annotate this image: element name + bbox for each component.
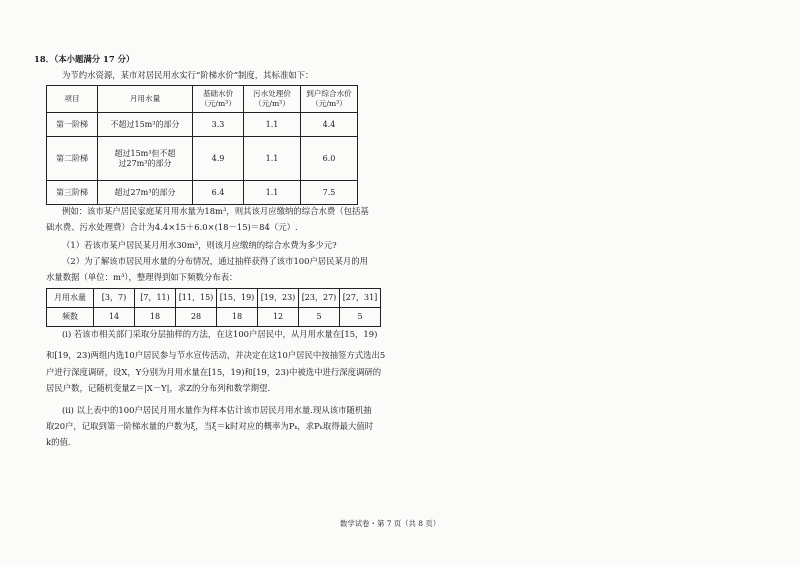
price-header-total: 到户综合水价（元/m³） — [301, 86, 358, 113]
tier-range: 不超过15m³的部分 — [98, 113, 193, 137]
frequency-table — [46, 288, 381, 327]
price-row-tier1 — [47, 113, 358, 137]
freq-count: 28 — [176, 308, 217, 327]
tier-sewage-price: 1.1 — [244, 113, 301, 137]
problem-header: 18．（本小题满分 17 分） — [34, 54, 135, 64]
tier-name: 第三阶梯 — [47, 181, 98, 205]
freq-interval: [3，7) — [94, 289, 135, 308]
tier-base-price: 6.4 — [193, 181, 244, 205]
freq-count: 18 — [135, 308, 176, 327]
water-price-table — [46, 85, 358, 205]
freq-count: 5 — [299, 308, 340, 327]
subquestion-i-line-3: 户进行深度调研，设X，Y分别为月用水量在[15，19)和[19，23)中被选中进行深度调研的 — [46, 367, 382, 377]
price-header-base: 基础水价（元/m³） — [193, 86, 244, 113]
freq-count-label: 频数 — [47, 308, 94, 327]
tier-name: 第二阶梯 — [47, 137, 98, 181]
tier-total-price: 7.5 — [301, 181, 358, 205]
freq-count: 12 — [258, 308, 299, 327]
tier-base-price: 3.3 — [193, 113, 244, 137]
freq-row-label: 月用水量 — [47, 289, 94, 308]
question-2-line-2: 水量数据（单位：m³），整理得到如下频数分布表： — [46, 272, 238, 282]
price-header-sewage: 污水处理价（元/m³） — [244, 86, 301, 113]
freq-interval: [15，19) — [217, 289, 258, 308]
freq-interval: [27，31] — [340, 289, 381, 308]
subquestion-ii-line-3: k的值. — [46, 437, 71, 447]
freq-interval: [11，15) — [176, 289, 217, 308]
example-line-1: 例如：该市某户居民家庭某月用水量为18m³，则其该月应缴纳的综合水费（包括基 — [62, 206, 369, 216]
price-row-tier2 — [47, 137, 358, 181]
subquestion-i-line-2: 和[19，23)两组内选10户居民参与节水宣传活动，并决定在这10户居民中按抽签方式选出5 — [46, 350, 386, 360]
tier-total-price: 4.4 — [301, 113, 358, 137]
freq-interval: [19，23) — [258, 289, 299, 308]
freq-count: 18 — [217, 308, 258, 327]
freq-row-counts — [47, 308, 381, 327]
subquestion-i-line-4: 居民户数，记随机变量Z＝|X－Y|，求Z的分布列和数学期望. — [46, 383, 271, 393]
tier-total-price: 6.0 — [301, 137, 358, 181]
tier-name: 第一阶梯 — [47, 113, 98, 137]
freq-interval: [7，11) — [135, 289, 176, 308]
problem-intro: 为节约水资源，某市对居民用水实行“阶梯水价”制度，其标准如下： — [62, 70, 314, 80]
freq-count: 5 — [340, 308, 381, 327]
question-1: （1）若该市某户居民某月用水30m³，则该月应缴纳的综合水费为多少元? — [62, 240, 337, 250]
price-row-tier3 — [47, 181, 358, 205]
tier-range: 超过27m³的部分 — [98, 181, 193, 205]
price-header-usage: 月用水量 — [98, 86, 193, 113]
tier-base-price: 4.9 — [193, 137, 244, 181]
freq-interval: [23，27) — [299, 289, 340, 308]
freq-count: 14 — [94, 308, 135, 327]
page-footer: 数学试卷・第 7 页（共 8 页） — [340, 519, 441, 528]
tier-range: 超过15m³但不超过27m³的部分 — [98, 137, 193, 181]
subquestion-i-line-1: (i) 若该市相关部门采取分层抽样的方法，在这100户居民中，从月用水量在[15，19) — [62, 329, 378, 339]
subquestion-ii-line-2: 取20户，记取到第一阶梯水量的户数为ξ，当ξ＝k时对应的概率为Pₖ，求Pₖ取得最大值时 — [46, 421, 374, 431]
freq-row-intervals — [47, 289, 381, 308]
tier-sewage-price: 1.1 — [244, 181, 301, 205]
question-2-line-1: （2）为了解该市居民用水量的分布情况，通过抽样获得了该市100户居民某月的用 — [62, 256, 369, 266]
price-header-item: 项目 — [47, 86, 98, 113]
tier-sewage-price: 1.1 — [244, 137, 301, 181]
subquestion-ii-line-1: (ii) 以上表中的100户居民月用水量作为样本估计该市居民月用水量.现从该市随机抽 — [62, 405, 372, 415]
example-line-2: 础水费、污水处理费）合计为4.4×15＋6.0×(18－15)＝84（元）. — [46, 222, 298, 232]
